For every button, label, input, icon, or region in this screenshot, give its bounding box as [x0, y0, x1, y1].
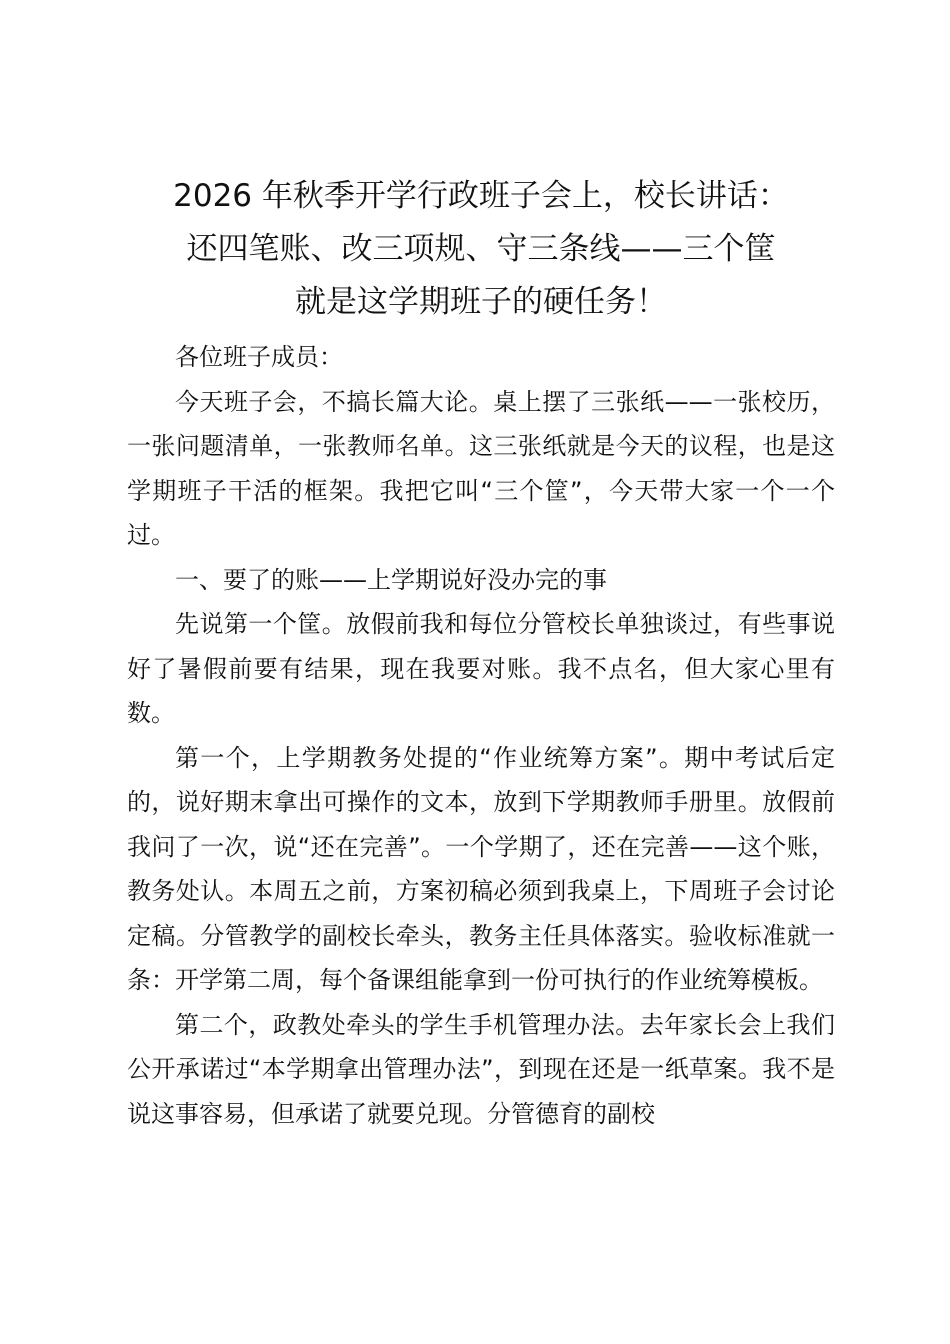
document-title — [127, 170, 835, 329]
body-paragraph: 第二个，政教处牵头的学生手机管理办法。去年家长会上我们公开承诺过“本学期拿出管理办法”，到现在还是一纸草案。我不是说这事容易，但承诺了就要兑现。分管德育的副校 — [127, 1010, 835, 1128]
title-line-2: 还四笔账、改三项规、守三条线——三个筐 — [186, 231, 776, 267]
body-paragraph: 先说第一个筐。放假前我和每位分管校长单独谈过，有些事说好了暑假前要有结果，现在我要对账。我不点名，但大家心里有数。 — [127, 610, 835, 727]
section-heading-1: 一、要了的账——上学期说好没办完的事 — [175, 565, 607, 594]
intro-paragraph: 今天班子会，不搞长篇大论。桌上摆了三张纸——一张校历，一张问题清单，一张教师名单。这三张纸就是今天的议程，也是这学期班子干活的框架。我把它叫“三个筐”，今天带大家一个一个过。 — [127, 387, 835, 549]
document-body — [127, 170, 835, 1136]
title-line-1: 2026 年秋季开学行政班子会上，校长讲话： — [173, 178, 789, 214]
salutation: 各位班子成员： — [175, 343, 343, 371]
title-line-3: 就是这学期班子的硬任务！ — [295, 284, 667, 320]
body-paragraph: 第一个，上学期教务处提的“作业统筹方案”。期中考试后定的，说好期末拿出可操作的文本，放到下学期教师手册里。放假前我问了一次，说“还在完善”。一个学期了，还在完善——这个账，教务处认。本周五之前，方案初稿必须到我桌上，下周班子会讨论定稿。分管教学的副校长牵头，教务主任具体落实。验收标准就一条：开学第二周，每个备课组能拿到一份可执行的作业统筹模板。 — [127, 743, 835, 994]
